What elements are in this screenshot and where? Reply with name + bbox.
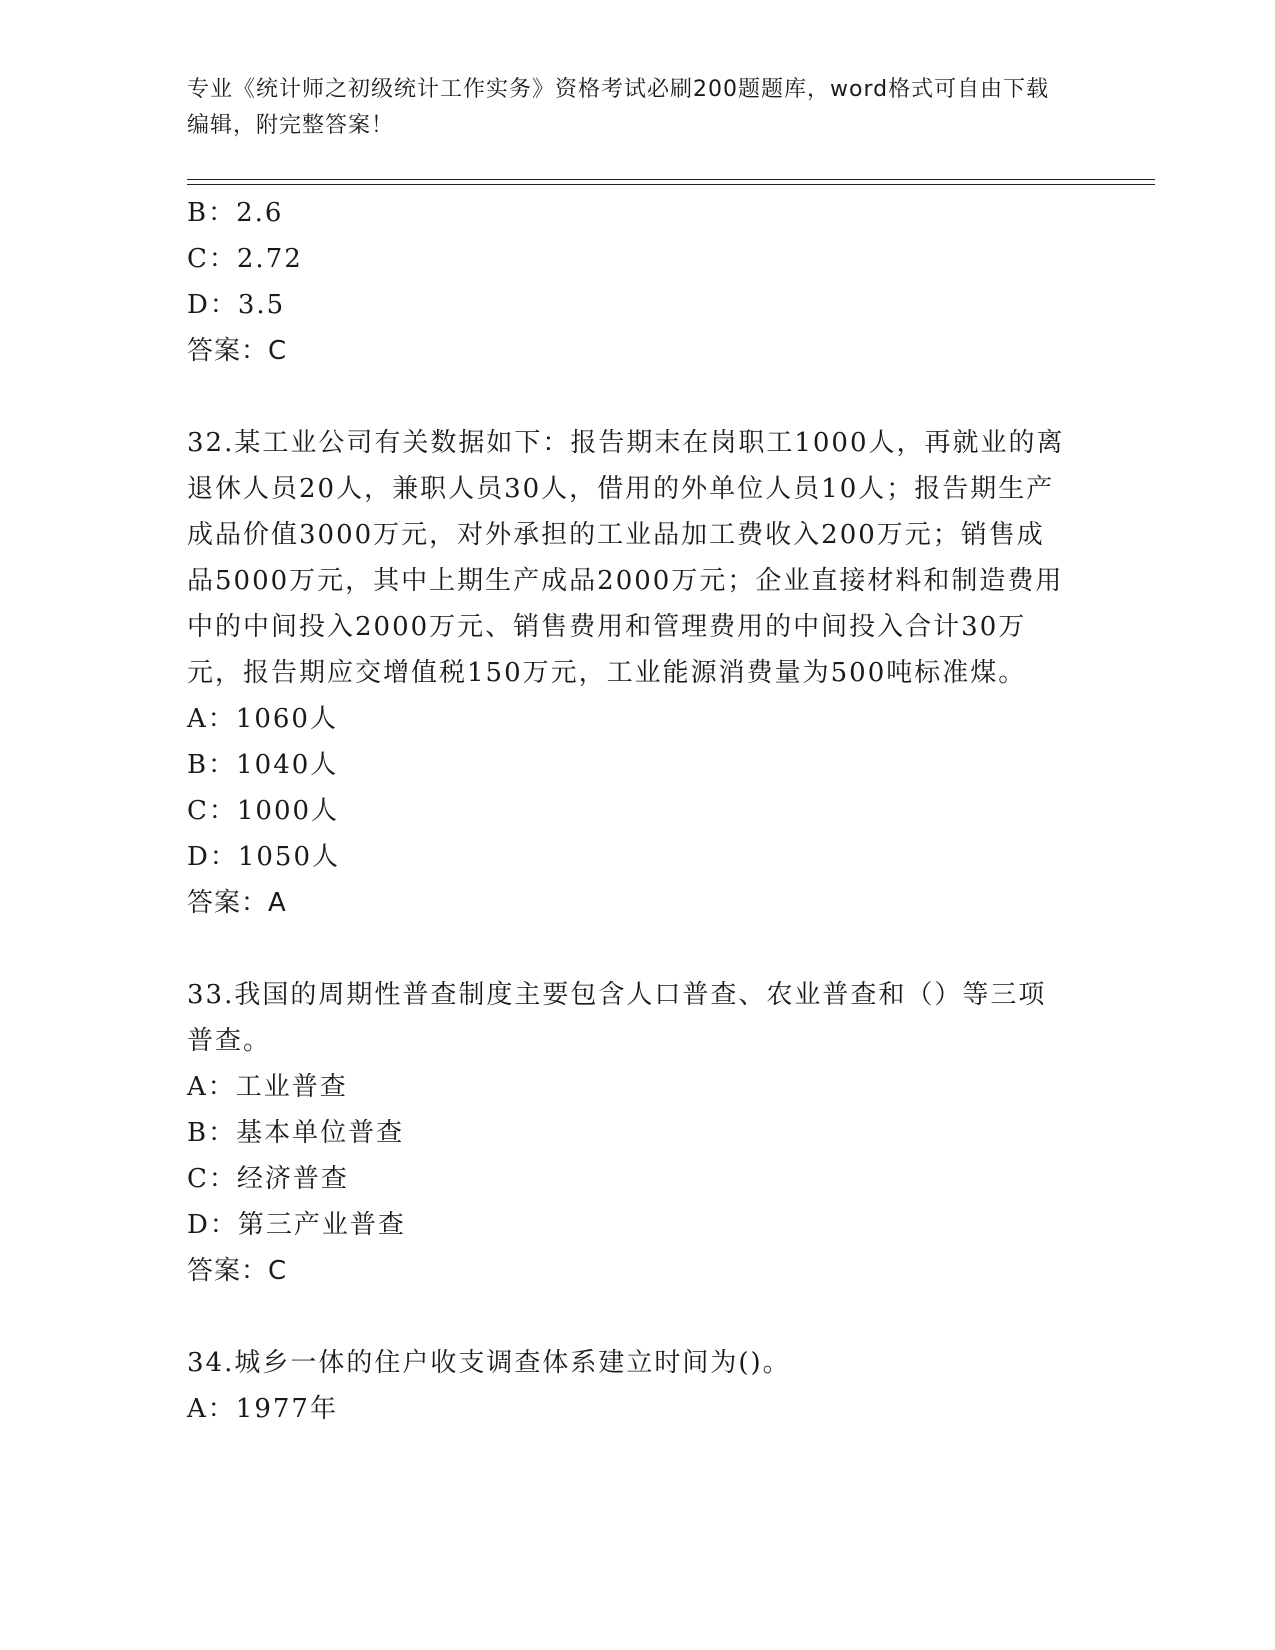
- answer: 答案：A: [187, 888, 287, 918]
- question-34: [187, 1340, 1067, 1432]
- option-b: B：2.6: [187, 198, 284, 228]
- option-b: B：基本单位普查: [187, 1118, 405, 1148]
- question-33: [187, 972, 1067, 1294]
- answer: 答案：C: [187, 1256, 288, 1286]
- option-a: A：工业普查: [187, 1072, 348, 1102]
- question-stem: 32.某工业公司有关数据如下：报告期末在岗职工1000人，再就业的离退休人员20人，兼职人员30人，借用的外单位人员10人；报告期生产成品价值3000万元，对外承担的工业品加工费收入200万元；销售成品5000万元，其中上期生产成品2000万元；企业直接材料和制造费用中的中间投入2000万元、销售费用和管理费用的中间投入合计30万元，报告期应交增值税150万元，工业能源消费量为500吨标准煤。: [187, 428, 1065, 688]
- answer: 答案：C: [187, 336, 288, 366]
- header-rule-top: [187, 179, 1155, 180]
- option-b: B：1040人: [187, 750, 339, 780]
- option-a: A：1977年: [187, 1394, 338, 1424]
- question-32: [187, 420, 1067, 926]
- prev-question: [187, 190, 1067, 374]
- option-d: D：3.5: [187, 290, 286, 320]
- question-content: [187, 190, 1067, 1432]
- spacer: [187, 926, 1067, 972]
- question-stem: 33.我国的周期性普查制度主要包含人口普查、农业普查和（）等三项普查。: [187, 980, 1047, 1056]
- option-a: A：1060人: [187, 704, 338, 734]
- option-c: C：1000人: [187, 796, 340, 826]
- spacer: [187, 374, 1067, 420]
- option-c: C：2.72: [187, 244, 303, 274]
- header-rule-bottom: [187, 184, 1155, 185]
- option-c: C：经济普查: [187, 1164, 349, 1194]
- document-header: 专业《统计师之初级统计工作实务》资格考试必刷200题题库，word格式可自由下载编辑，附完整答案！: [187, 77, 1050, 138]
- spacer: [187, 1294, 1067, 1340]
- option-d: D：1050人: [187, 842, 341, 872]
- question-stem: 34.城乡一体的住户收支调查体系建立时间为()。: [187, 1348, 791, 1378]
- option-d: D：第三产业普查: [187, 1210, 406, 1240]
